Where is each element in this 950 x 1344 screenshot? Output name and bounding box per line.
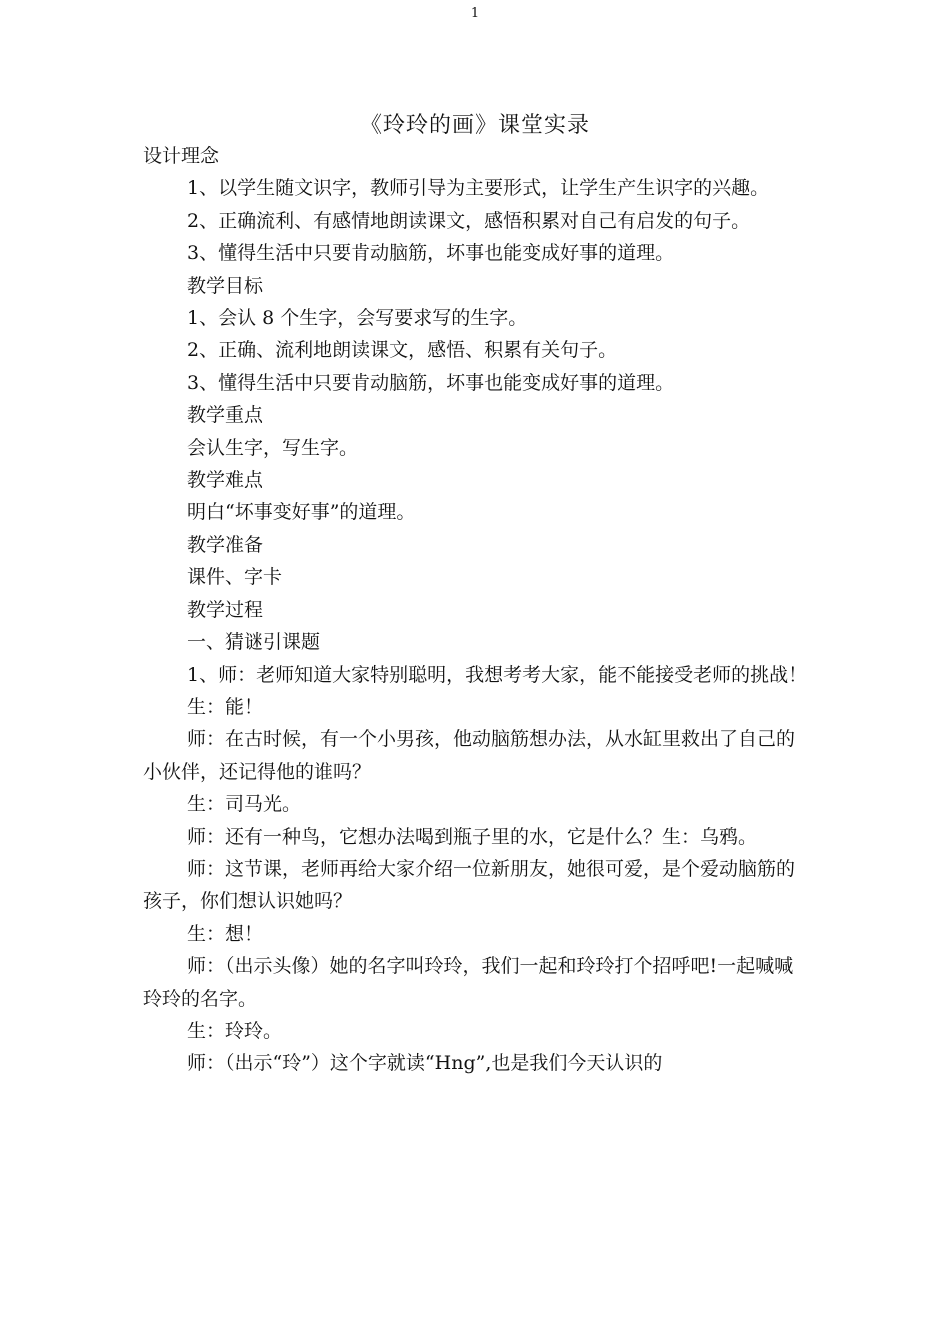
- paragraph: 师：还有一种鸟，它想办法喝到瓶子里的水，它是什么？生：乌鸦。: [187, 825, 758, 848]
- paragraph: 生：司马光。: [187, 793, 302, 816]
- paragraph: 教学难点: [187, 469, 264, 492]
- paragraph: 3、懂得生活中只要肯动脑筋，坏事也能变成好事的道理。: [187, 371, 675, 394]
- document-title: 《玲玲的画》课堂实录: [359, 113, 590, 138]
- paragraph: 教学重点: [187, 404, 264, 427]
- paragraph: 教学准备: [187, 533, 264, 556]
- paragraph: 师：在古时候，有一个小男孩，他动脑筋想办法，从水缸里救出了自己的小伙伴，还记得他的谁吗？: [143, 728, 796, 783]
- paragraph: 一、猜谜引课题: [187, 631, 321, 654]
- paragraph: 教学过程: [187, 598, 264, 621]
- paragraph: 生：能！: [187, 695, 264, 718]
- paragraph: 明白“坏事变好事”的道理。: [187, 501, 416, 524]
- paragraph: 2、正确、流利地朗读课文，感悟、积累有关句子。: [187, 339, 618, 362]
- paragraph: 1、会认 8 个生字，会写要求写的生字。: [187, 307, 528, 330]
- paragraph: 生：想！: [187, 922, 264, 945]
- paragraph: 设计理念: [143, 145, 220, 167]
- paragraph: 1、以学生随文识字，教师引导为主要形式，让学生产生识字的兴趣。: [187, 177, 770, 200]
- paragraph: 生：玲玲。: [187, 1019, 283, 1042]
- page-number: 1: [470, 6, 480, 21]
- paragraph: 教学目标: [187, 274, 264, 297]
- paragraph: 师：（出示“玲”）这个字就读“Hng”,也是我们今天认识的: [187, 1052, 663, 1075]
- paragraph: 会认生字，写生字。: [187, 436, 359, 459]
- document-body: [143, 140, 808, 1080]
- paragraph: 3、懂得生活中只要肯动脑筋，坏事也能变成好事的道理。: [187, 242, 675, 265]
- paragraph: 2、正确流利、有感情地朗读课文，感悟积累对自己有启发的句子。: [187, 209, 751, 232]
- paragraph: 师：这节课，老师再给大家介绍一位新朋友，她很可爱，是个爱动脑筋的孩子，你们想认识她吗？: [143, 857, 796, 913]
- paragraph: 1、师：老师知道大家特别聪明，我想考考大家，能不能接受老师的挑战！: [187, 663, 808, 686]
- paragraph: 师：（出示头像）她的名字叫玲玲，我们一起和玲玲打个招呼吧!一起喊喊玲玲的名字。: [143, 955, 794, 1010]
- paragraph: 课件、字卡: [187, 566, 283, 589]
